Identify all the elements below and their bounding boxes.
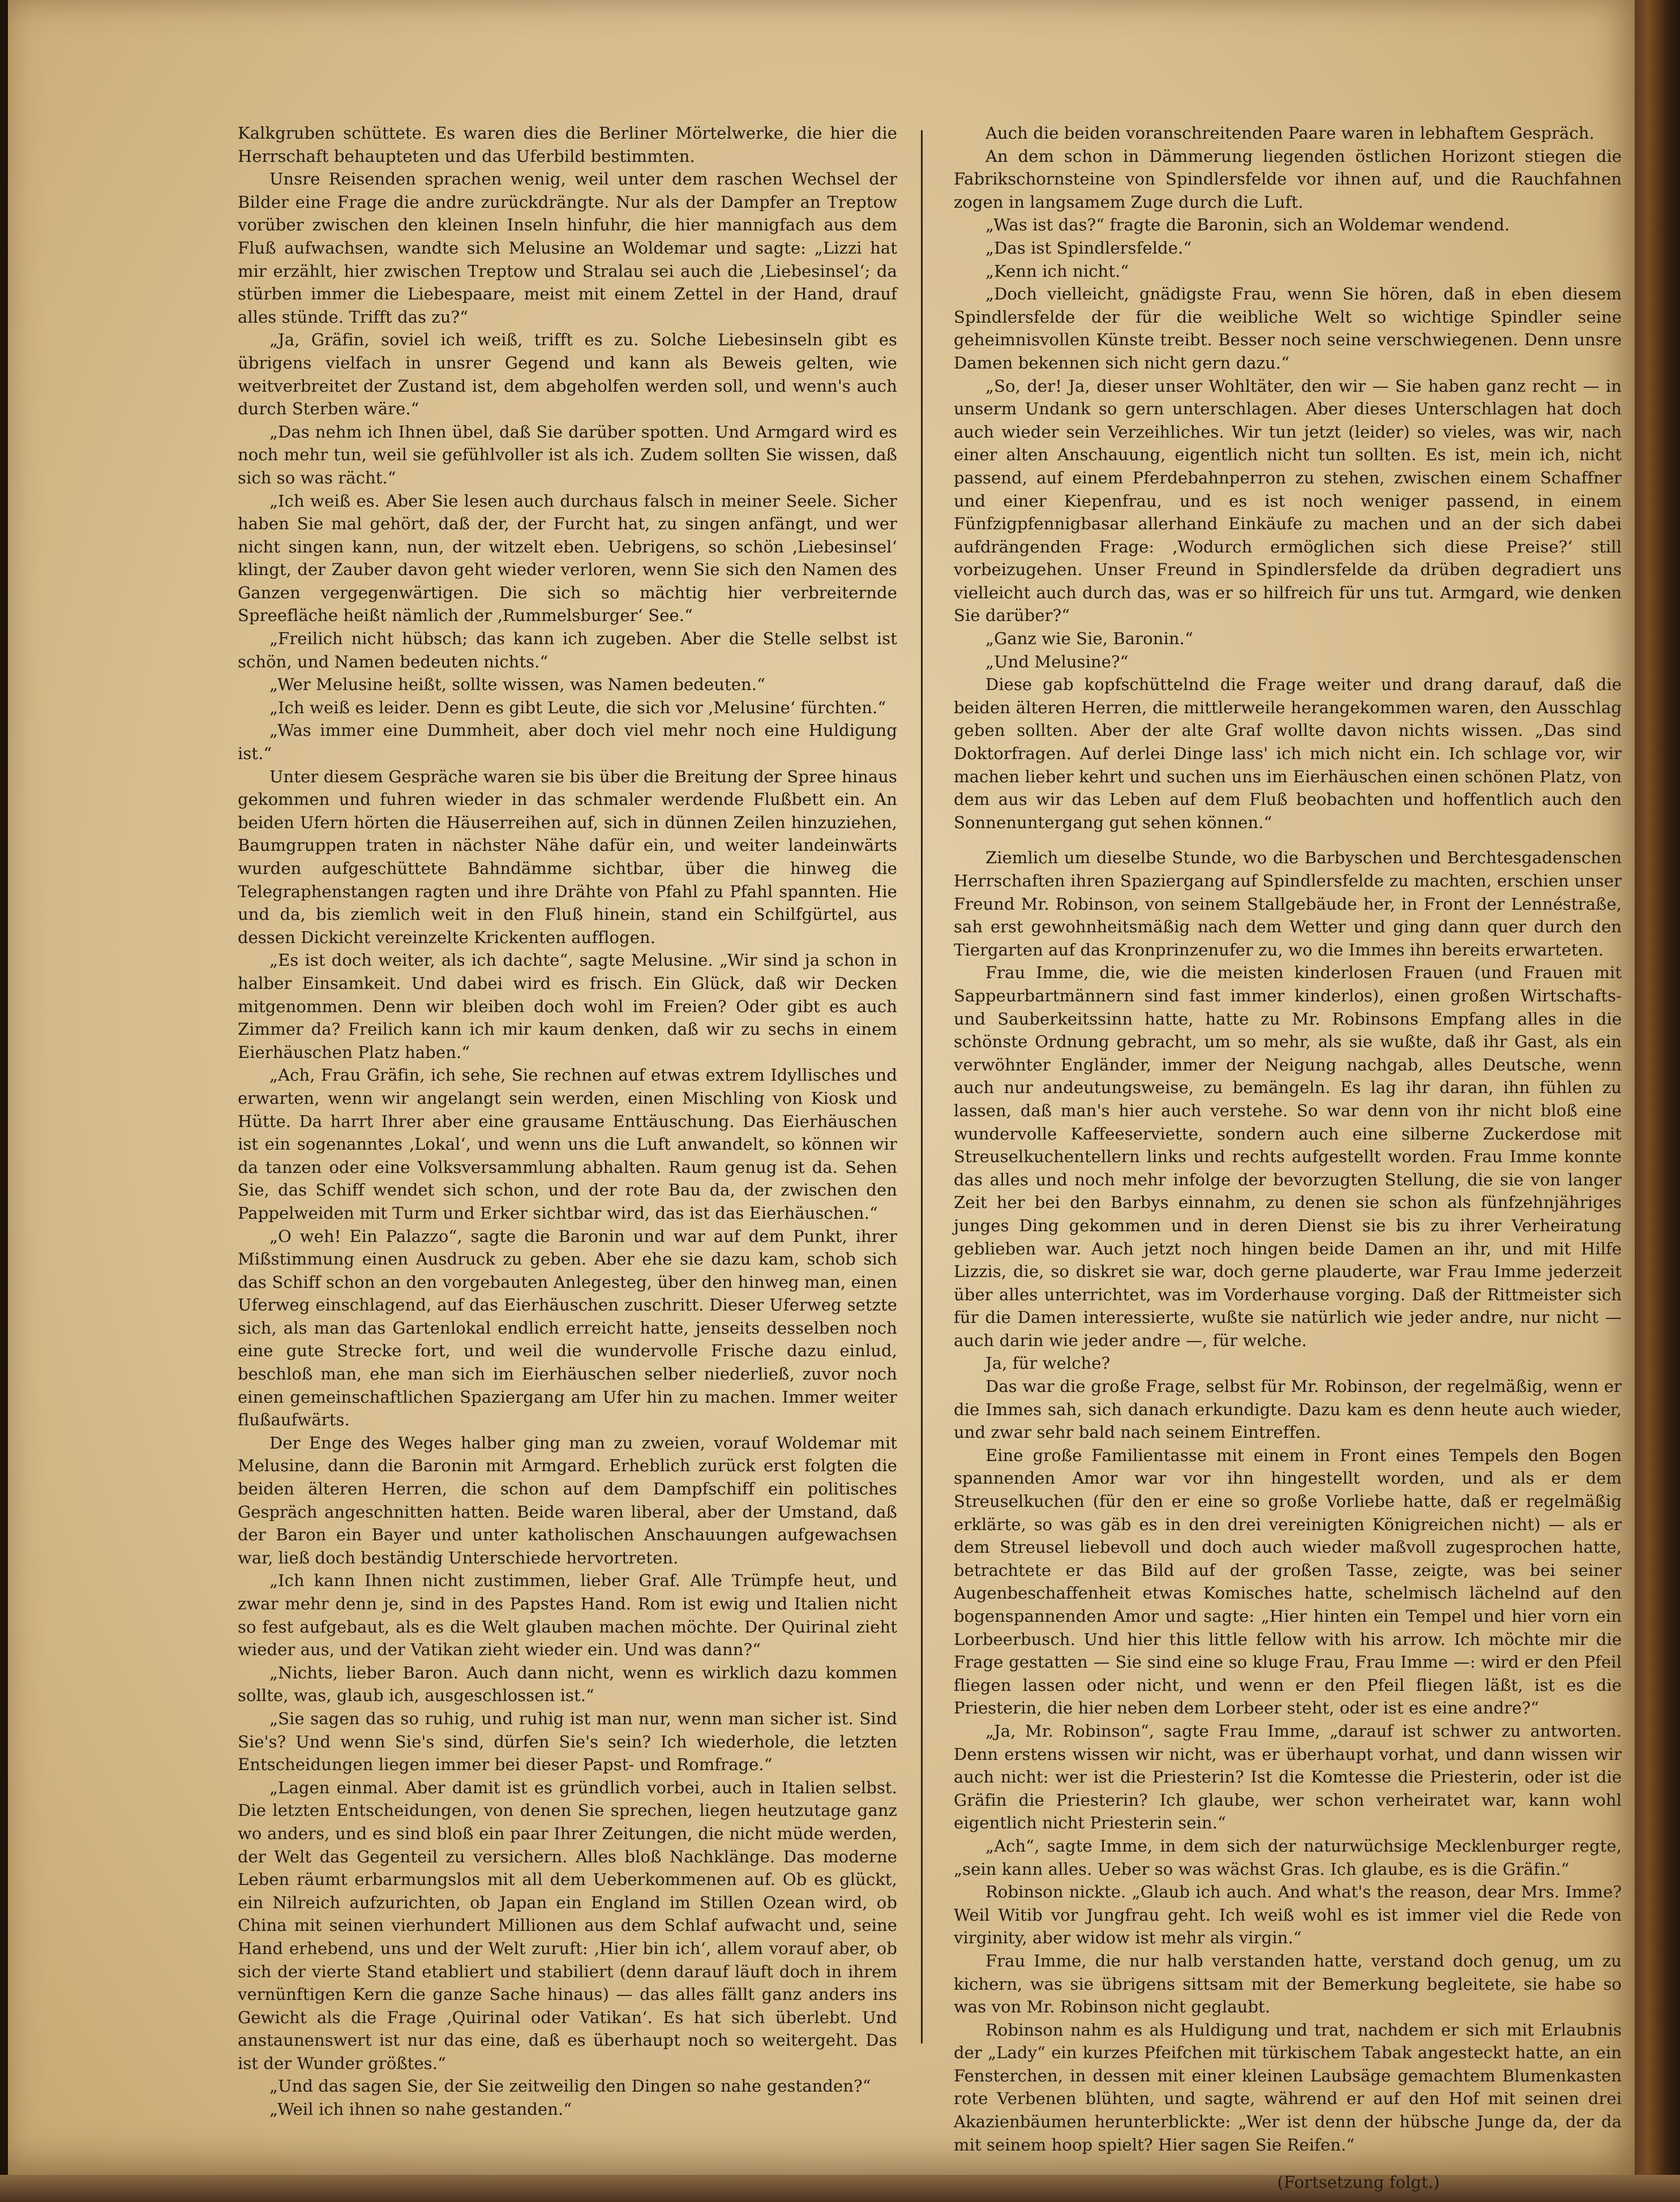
scan-edge-left — [0, 0, 8, 2202]
paragraph: „Ja, Mr. Robinson“, sagte Frau Imme, „darauf ist schwer zu antworten. Denn erstens wissen wir nicht, was er überhaupt vorhat, und dann wissen wir auch nicht: wer ist die Priesterin? Ist die Komtesse die Priesterin, oder ist die Gräfin die Priesterin? Ich glaube, wer schon verheiratet war, kann wohl eigentlich nicht Priesterin sein.“ — [954, 1721, 1622, 1833]
paragraph: „Ich kann Ihnen nicht zustimmen, lieber Graf. Alle Trümpfe heut, und zwar mehr denn je, sind in des Papstes Hand. Rom ist ewig und Italien nicht so fest aufgebaut, als es die Welt glauben machen möchte. Der Quirinal zieht wieder aus, und der Vatikan zieht wieder ein. Und was dann?“ — [238, 1571, 897, 1660]
column-divider — [921, 130, 923, 2044]
paragraph: Ja, für welche? — [985, 1353, 1111, 1373]
paragraph: „Ach“, sagte Imme, in dem sich der naturwüchsige Mecklenburger regte, „sein kann alles. Ueber so was wächst Gras. Ich glaube, es is die Gräfin.“ — [954, 1836, 1622, 1879]
paragraph: Frau Imme, die, wie die meisten kinderlosen Frauen (und Frauen mit Sappeurbartmännern sind fast immer kinderlos), einen großen Wirtschafts- und Sauberkeitssinn hatte, hatte zu Mr. Robinsons Empfang alles in die schönste Ordnung gebracht, um so mehr, als sie wußte, daß ihr Gast, als ein verwöhnter Engländer, immer der Neigung nachgab, alles Deutsche, wenn auch nur andeutungsweise, zu bemängeln. Es lag ihr daran, ihn fühlen zu lassen, daß man's hier auch verstehe. So war denn von ihr nicht bloß eine wundervolle Kaffeeserviette, sondern auch eine silberne Zuckerdose mit Streuselkuchentellern links und rechts aufgestellt worden. Frau Imme konnte das alles und noch mehr infolge der bevorzugten Stellung, die sie von langer Zeit her bei den Barbys einnahm, zu denen sie schon als fünfzehnjähriges junges Ding gekommen und in deren Dienst sie bis zu ihrer Verheiratung geblieben war. Auch jetzt noch hingen beide Damen an ihr, und mit Hilfe Lizzis, die, so diskret sie war, doch gerne plauderte, war Frau Imme jederzeit über alles unterrichtet, was im Vorderhause vorging. Daß der Rittmeister sich für die Damen interessierte, wußte sie natürlich wie jeder andre, nur nicht — auch darin wie jeder andre —, für welche. — [954, 963, 1622, 1350]
paragraph: Auch die beiden voranschreitenden Paare waren in lebhaftem Gespräch. — [985, 123, 1595, 143]
paragraph: „Freilich nicht hübsch; das kann ich zugeben. Aber die Stelle selbst ist schön, und Namen bedeuten nichts.“ — [238, 629, 897, 671]
paragraph: „Ich weiß es. Aber Sie lesen auch durchaus falsch in meiner Seele. Sicher haben Sie mal gehört, daß der, der Furcht hat, zu singen anfängt, und wer nicht singen kann, nun, der witzelt eben. Uebrigens, so schön ‚Liebesinsel‘ klingt, der Zauber davon geht wieder verloren, wenn Sie sich den Namen des Ganzen vergegenwärtigen. Die sich so mächtig hier verbreiternde Spreefläche heißt nämlich der ‚Rummelsburger‘ See.“ — [238, 491, 897, 626]
paragraph: „Und Melusine?“ — [985, 652, 1129, 671]
paragraph: „Kenn ich nicht.“ — [985, 261, 1129, 281]
paragraph: An dem schon in Dämmerung liegenden östlichen Horizont stiegen die Fabrikschornsteine von Spindlersfelde vor ihnen auf, und die Rauchfahnen zogen in langsamem Zuge durch die Luft. — [954, 146, 1622, 212]
continued-notice: (Fortsetzung folgt.) — [1277, 2173, 1440, 2192]
paragraph: Unsre Reisenden sprachen wenig, weil unter dem raschen Wechsel der Bilder eine Frage die andre zurückdrängte. Nur als der Dampfer an Treptow vorüber zwischen den kleinen Inseln hinfuhr, die hier mannigfach aus dem Fluß aufwachsen, wandte sich Melusine an Woldemar und sagte: „Lizzi hat mir erzählt, hier zwischen Treptow und Stralau sei auch die ‚Liebesinsel‘; da stürben immer die Liebespaare, meist mit einem Zettel in der Hand, drauf alles stünde. Trifft das zu?“ — [238, 169, 897, 327]
paragraph: „Ach, Frau Gräfin, ich sehe, Sie rechnen auf etwas extrem Idyllisches und erwarten, wenn wir angelangt sein werden, einen Mischling von Kiosk und Hütte. Da harrt Ihrer aber eine grausame Enttäuschung. Das Eierhäuschen ist ein sogenanntes ‚Lokal‘, und wenn uns die Luft anwandelt, so können wir da tanzen oder eine Volksversammlung abhalten. Raum genug ist da. Sehen Sie, das Schiff wendet sich schon, und der rote Bau da, der zwischen den Pappelweiden mit Turm und Erker sichtbar wird, das ist das Eierhäuschen.“ — [238, 1065, 897, 1223]
paragraph: Diese gab kopfschüttelnd die Frage weiter und drang darauf, daß die beiden älteren Herren, die mittlerweile herangekommen waren, den Ausschlag geben sollten. Aber der alte Graf wollte davon nichts wissen. „Das sind Doktorfragen. Auf derlei Dinge lass' ich mich nicht ein. Ich schlage vor, wir machen lieber kehrt und suchen uns im Eierhäuschen einen schönen Platz, von dem aus wir das Leben auf dem Fluß beobachten und hoffentlich auch den Sonnenuntergang gut sehen können.“ — [954, 675, 1622, 832]
paragraph: „Doch vielleicht, gnädigste Frau, wenn Sie hören, daß in eben diesem Spindlersfelde der für die weibliche Welt so wichtige Spindler seine geheimnisvollen Künste treibt. Besser noch seine verschwiegenen. Denn unsre Damen bekennen sich nicht gern dazu.“ — [954, 284, 1622, 372]
paragraph: „Was ist das?“ fragte die Baronin, sich an Woldemar wendend. — [985, 215, 1510, 235]
paragraph: „Lagen einmal. Aber damit ist es gründlich vorbei, auch in Italien selbst. Die letzten Entscheidungen, von denen Sie sprechen, liegen heutzutage ganz wo anders, und es sind bloß ein paar Ihrer Zeitungen, die nicht müde werden, der Welt das Gegenteil zu versichern. Alles bloß Nachklänge. Das moderne Leben räumt erbarmungslos mit all dem Ueberkommenen auf. Ob es glückt, ein Nilreich aufzurichten, ob Japan ein England im Stillen Ozean wird, ob China mit seinen vierhundert Millionen aus dem Schlaf aufwacht und, seine Hand erhebend, uns und der Welt zuruft: ‚Hier bin ich‘, allem vorauf aber, ob sich der vierte Stand etabliert und stabiliert (denn darauf läuft doch in ihrem vernünftigen Kern die ganze Sache hinaus) — das alles fällt ganz anders ins Gewicht als die Frage ‚Quirinal oder Vatikan‘. Es hat sich überlebt. Und anstaunenswert ist nur das eine, daß es überhaupt noch so weitergeht. Das ist der Wunder größtes.“ — [238, 1777, 897, 2073]
paragraph: Frau Imme, die nur halb verstanden hatte, verstand doch genug, um zu kichern, was sie übrigens sittsam mit der Bemerkung begleitete, sie habe so was von Mr. Robinson nicht geglaubt. — [954, 1951, 1622, 2017]
paragraph: Das war die große Frage, selbst für Mr. Robinson, der regelmäßig, wenn er die Immes sah, sich danach erkundigte. Dazu kam es denn heute auch wieder, und zwar sehr bald nach seinem Eintreffen. — [954, 1377, 1622, 1442]
paragraph: „Sie sagen das so ruhig, und ruhig ist man nur, wenn man sicher ist. Sind Sie's? Und wenn Sie's sind, dürfen Sie's sein? Ich wiederhole, die letzten Entscheidungen liegen immer bei dieser Papst- und Romfrage.“ — [238, 1708, 897, 1775]
paragraph: „Wer Melusine heißt, sollte wissen, was Namen bedeuten.“ — [269, 675, 766, 695]
left-column — [238, 122, 897, 2119]
paragraph: „O weh! Ein Palazzo“, sagte die Baronin und war auf dem Punkt, ihrer Mißstimmung einen Ausdruck zu geben. Aber ehe sie dazu kam, schob sich das Schiff schon an den vorgebauten Anlegesteg, über den hinweg man, einen Uferweg einschlagend, auf das Eierhäuschen zuschritt. Dieser Uferweg setzte sich, als man das Gartenlokal endlich erreicht hatte, jenseits desselben noch eine gute Strecke fort, und weil die wundervolle Frische dazu einlud, beschloß man, ehe man sich im Eierhäuschen selber niederließ, zuvor noch einen gemeinschaftlichen Spaziergang am Ufer hin zu machen. Immer weiter flußaufwärts. — [238, 1226, 897, 1430]
paragraph: „Das ist Spindlersfelde.“ — [985, 238, 1192, 258]
paragraph: „So, der! Ja, dieser unser Wohltäter, den wir — Sie haben ganz recht — in unserm Undank so gern unterschlagen. Aber dieses Unterschlagen hat doch auch wieder sein Verzeihliches. Wir tun jetzt (leider) so vieles, was wir, nach einer alten Anschauung, eigentlich nicht tun sollten. Es ist, mein ich, nicht passend, auf einem Pferdebahnperron zu stehen, zwischen einem Schaffner und einer Kiepenfrau, und es ist noch weniger passend, in einem Fünfzigpfennigbasar allerhand Einkäufe zu machen und an der sich dabei aufdrängenden Frage: ‚Wodurch ermöglichen sich diese Preise?‘ still vorbeizugehen. Unser Freund in Spindlersfelde da drüben degradiert uns vielleicht auch durch das, was er so hilfreich für uns tut. Armgard, wie denken Sie darüber?“ — [954, 376, 1622, 626]
paragraph: „Das nehm ich Ihnen übel, daß Sie darüber spotten. Und Armgard wird es noch mehr tun, weil sie gefühlvoller ist als ich. Zudem sollten Sie wissen, daß sich so was rächt.“ — [238, 422, 897, 487]
paragraph: „Es ist doch weiter, als ich dachte“, sagte Melusine. „Wir sind ja schon in halber Einsamkeit. Und dabei wird es frisch. Ein Glück, daß wir Decken mitgenommen. Denn wir bleiben doch wohl im Freien? Oder gibt es auch Zimmer da? Freilich kann ich mir kaum denken, daß wir zu sechs in einem Eierhäuschen Platz haben.“ — [238, 950, 897, 1062]
page-stack-edge — [1635, 0, 1680, 2202]
right-column — [954, 122, 1622, 2192]
paragraph: „Ganz wie Sie, Baronin.“ — [985, 629, 1193, 649]
paragraph: „Und das sagen Sie, der Sie zeitweilig den Dingen so nahe gestanden?“ — [269, 2076, 871, 2096]
paragraph: Robinson nickte. „Glaub ich auch. And what's the reason, dear Mrs. Imme? Weil Witib vor Jungfrau geht. Ich weiß wohl es ist immer viel die Rede von virginity, aber widow ist mehr als virgin.“ — [954, 1882, 1622, 1948]
paragraph: „Ich weiß es leider. Denn es gibt Leute, die sich vor ‚Melusine‘ fürchten.“ — [269, 697, 886, 717]
paragraph: „Ja, Gräfin, soviel ich weiß, trifft es zu. Solche Liebesinseln gibt es übrigens vielfach in unsrer Gegend und kann als Beweis gelten, wie weitverbreitet der Zustand ist, dem abgeholfen werden soll, und wenn's auch durch Sterben wäre.“ — [238, 330, 897, 419]
paragraph: Eine große Familientasse mit einem in Front eines Tempels den Bogen spannenden Amor war vor ihn hingestellt worden, und als er dem Streuselkuchen (für den er eine so große Vorliebe hatte, daß er regelmäßig erklärte, so was gäb es in den drei vereinigten Königreichen nicht) — als er dem Streusel liebevoll und doch auch wieder maßvoll zugesprochen hatte, betrachtete er das Bild auf der großen Tasse, zeigte, was bei seiner Augenbeschaffenheit etwas Komisches hatte, schelmisch lächelnd auf den bogenspannenden Amor und sagte: „Hier hinten ein Tempel und hier vorn ein Lorbeerbusch. Und hier this little fellow with his arrow. Ich möchte mir die Frage gestatten — Sie sind eine so kluge Frau, Frau Imme —: wird er den Pfeil fliegen lassen oder nicht, und wenn er den Pfeil fliegen läßt, ist es die Priesterin, die hier neben dem Lorbeer steht, oder ist es eine andre?“ — [954, 1445, 1622, 1718]
paragraph: Kalkgruben schüttete. Es waren dies die Berliner Mörtelwerke, die hier die Herrschaft behaupteten und das Uferbild bestimmten. — [238, 123, 897, 166]
paragraph: Unter diesem Gespräche waren sie bis über die Breitung der Spree hinaus gekommen und fuhren wieder in das schmaler werdende Flußbett ein. An beiden Ufern hörten die Häuserreihen auf, sich in dünnen Zeilen hinzuziehen, Baumgruppen traten in nächster Nähe dafür ein, und weiter landeinwärts wurden aufgeschüttete Bahndämme sichtbar, über die hinweg die Telegraphenstangen ragten und ihre Drähte von Pfahl zu Pfahl spannten. Hie und da, bis ziemlich weit in den Fluß hinein, stand ein Schilfgürtel, aus dessen Dickicht vereinzelte Krickenten aufflogen. — [238, 766, 897, 947]
paragraph: Ziemlich um dieselbe Stunde, wo die Barbyschen und Berchtesgadenschen Herrschaften ihren Spaziergang auf Spindlersfelde zu machten, erschien unser Freund Mr. Robinson, von seinem Stallgebäude her, in Front der Lennéstraße, sah erst gewohnheitsmäßig nach dem Wetter und ging dann quer durch den Tiergarten auf das Kronprinzenufer zu, wo die Immes ihn bereits erwarteten. — [954, 848, 1622, 959]
paragraph: Der Enge des Weges halber ging man zu zweien, vorauf Woldemar mit Melusine, dann die Baronin mit Armgard. Erheblich zurück erst folgten die beiden älteren Herren, die schon auf dem Dampfschiff ein politisches Gespräch angeschnitten hatten. Beide waren liberal, aber der Umstand, daß der Baron ein Bayer und unter katholischen Anschauungen aufgewachsen war, ließ doch beständig Unterschiede hervortreten. — [238, 1433, 897, 1567]
paragraph: „Was immer eine Dummheit, aber doch viel mehr noch eine Huldigung ist.“ — [238, 721, 897, 764]
paragraph: „Nichts, lieber Baron. Auch dann nicht, wenn es wirklich dazu kommen sollte, was, glaub ich, ausgeschlossen ist.“ — [238, 1663, 897, 1706]
paragraph: Robinson nahm es als Huldigung und trat, nachdem er sich mit Erlaubnis der „Lady“ ein kurzes Pfeifchen mit türkischem Tabak angesteckt hatte, an ein Fensterchen, in dessen mit einer kleinen Laubsäge gemachtem Blumenkasten rote Verbenen blühten, und sagte, während er auf den Hof mit seinen drei Akazienbäumen herunterblickte: „Wer ist denn der hübsche Junge da, der da mit seinem hoop spielt? Hier sagen Sie Reifen.“ — [954, 2020, 1622, 2154]
paragraph: „Weil ich ihnen so nahe gestanden.“ — [269, 2100, 572, 2119]
